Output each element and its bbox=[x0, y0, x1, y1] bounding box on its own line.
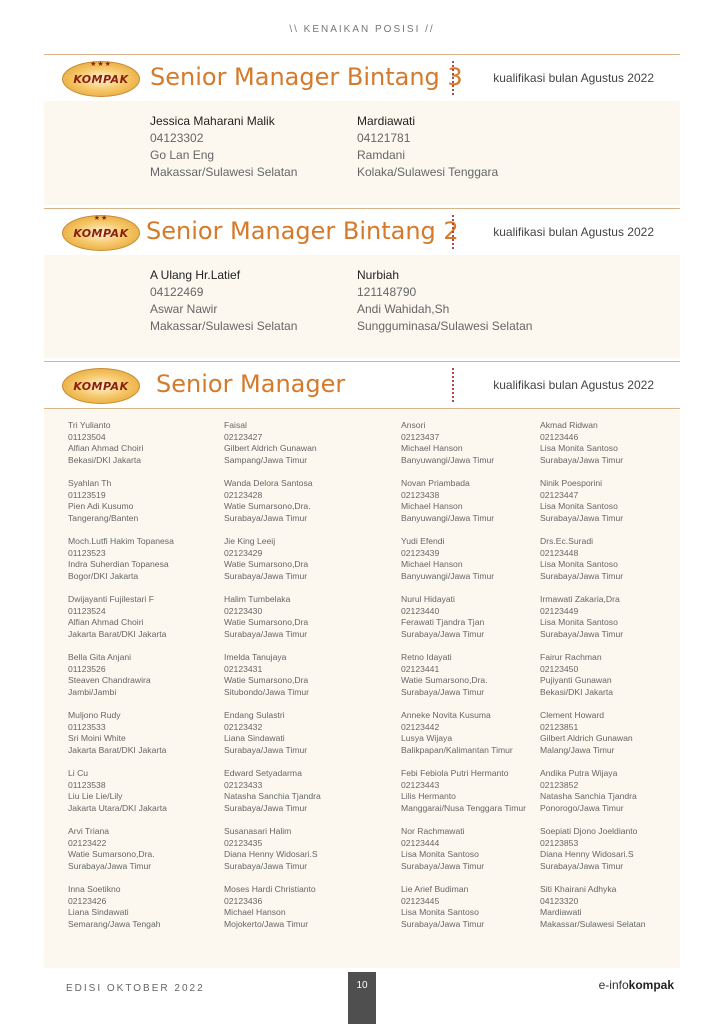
member-name: Jessica Maharani Malik bbox=[150, 114, 275, 128]
member-city: Surabaya/Jawa Timur bbox=[401, 628, 485, 639]
band-sm bbox=[44, 361, 680, 409]
member-id: 02123432 bbox=[224, 721, 263, 732]
member-entry bbox=[540, 710, 710, 756]
edition-label: EDISI OKTOBER 2022 bbox=[66, 983, 205, 994]
member-id: 04121781 bbox=[357, 131, 411, 145]
member-name: Fairur Rachman bbox=[540, 652, 602, 662]
member-sponsor: Lilis Hermanto bbox=[401, 791, 456, 801]
member-entry bbox=[224, 478, 394, 524]
member-name: Mardiawati bbox=[357, 114, 416, 128]
member-city: Surabaya/Jawa Timur bbox=[68, 860, 152, 871]
member-city: Jakarta Utara/DKI Jakarta bbox=[68, 802, 167, 813]
member-name: Muljono Rudy bbox=[68, 710, 121, 720]
section-title: Senior Manager Bintang 3 bbox=[150, 63, 463, 91]
member-name: Clement Howard bbox=[540, 710, 604, 720]
member-entry bbox=[224, 710, 394, 756]
member-city: Surabaya/Jawa Timur bbox=[401, 918, 485, 929]
member-city: Tangerang/Banten bbox=[68, 512, 139, 523]
member-entry bbox=[540, 884, 710, 930]
member-sponsor: Liu Lie Lie/Lily bbox=[68, 791, 123, 801]
member-name: Endang Sulastri bbox=[224, 710, 285, 720]
divider bbox=[452, 215, 454, 249]
member-sponsor: Lisa Monita Santoso bbox=[540, 617, 618, 627]
member-city: Jambi/Jambi bbox=[68, 686, 117, 697]
member-city: Banyuwangi/Jawa Timur bbox=[401, 512, 495, 523]
member-sponsor: Gilbert Aldrich Gunawan bbox=[540, 733, 633, 743]
member-city: Situbondo/Jawa Timur bbox=[224, 686, 310, 697]
member-entry bbox=[540, 478, 710, 524]
member-sponsor: Watie Sumarsono,Dra. bbox=[224, 501, 311, 511]
member-name: Soepiati Djono Joeldianto bbox=[540, 826, 638, 836]
member-id: 01123538 bbox=[68, 779, 106, 790]
member-entry bbox=[68, 884, 238, 930]
member-id: 02123438 bbox=[401, 489, 440, 500]
member-sponsor: Gilbert Aldrich Gunawan bbox=[224, 443, 317, 453]
member-id: 02123430 bbox=[224, 605, 263, 616]
member-sponsor: Liana Sindawati bbox=[68, 907, 129, 917]
member-name: Bella Gita Anjani bbox=[68, 652, 132, 662]
member-id: 01123533 bbox=[68, 721, 106, 732]
member-id: 01123526 bbox=[68, 663, 106, 674]
member-sponsor: Ramdani bbox=[357, 148, 406, 162]
member-id: 02123422 bbox=[68, 837, 107, 848]
member-city: Surabaya/Jawa Timur bbox=[224, 512, 308, 523]
member-id: 01123524 bbox=[68, 605, 106, 616]
qualification-label: kualifikasi bulan Agustus 2022 bbox=[493, 378, 654, 392]
member-sponsor: Watie Sumarsono,Dra. bbox=[68, 849, 155, 859]
member-id: 02123443 bbox=[401, 779, 440, 790]
member-city: Makassar/Sulawesi Selatan bbox=[540, 918, 646, 929]
member-name: Arvi Triana bbox=[68, 826, 110, 836]
member-name: Ansori bbox=[401, 420, 426, 430]
member-name: A Ulang Hr.Latief bbox=[150, 268, 241, 282]
member-id: 01123523 bbox=[68, 547, 106, 558]
member-sponsor: Ferawati Tjandra Tjan bbox=[401, 617, 485, 627]
brand-prefix: e-info bbox=[598, 978, 629, 992]
member-entry bbox=[540, 652, 710, 698]
member-city: Semarang/Jawa Tengah bbox=[68, 918, 161, 929]
member-name: Ninik Poesporini bbox=[540, 478, 603, 488]
member-city: Bekasi/DKI Jakarta bbox=[68, 454, 142, 465]
member-name: Susanasari Halim bbox=[224, 826, 292, 836]
member-city: Banyuwangi/Jawa Timur bbox=[401, 454, 495, 465]
member-id: 01123519 bbox=[68, 489, 106, 500]
member-entry bbox=[357, 113, 498, 181]
member-entry bbox=[540, 536, 710, 582]
member-name: Irmawati Zakaria,Dra bbox=[540, 594, 620, 604]
member-sponsor: Lisa Monita Santoso bbox=[540, 443, 618, 453]
member-id: 02123442 bbox=[401, 721, 440, 732]
member-city: Mojokerto/Jawa Timur bbox=[224, 918, 309, 929]
member-name: Li Cu bbox=[68, 768, 89, 778]
member-sponsor: Mardiawati bbox=[540, 907, 582, 917]
member-city: Banyuwangi/Jawa Timur bbox=[401, 570, 495, 581]
member-entry bbox=[150, 267, 297, 335]
member-sponsor: Watie Sumarsono,Dra bbox=[224, 559, 309, 569]
member-id: 02123445 bbox=[401, 895, 440, 906]
member-id: 02123444 bbox=[401, 837, 440, 848]
member-name: Yudi Efendi bbox=[401, 536, 445, 546]
member-sponsor: Alfian Ahmad Choiri bbox=[68, 617, 144, 627]
member-id: 02123431 bbox=[224, 663, 263, 674]
member-name: Nurul Hidayati bbox=[401, 594, 455, 604]
member-entry bbox=[68, 652, 238, 698]
member-city: Manggarai/Nusa Tenggara Timur bbox=[401, 802, 526, 813]
member-entry bbox=[224, 652, 394, 698]
member-sponsor: Lisa Monita Santoso bbox=[540, 501, 618, 511]
member-id: 02123439 bbox=[401, 547, 440, 558]
member-sponsor: Natasha Sanchia Tjandra bbox=[540, 791, 637, 801]
member-entry bbox=[68, 826, 238, 872]
member-name: Jie King Leeij bbox=[224, 536, 276, 546]
member-name: Lie Arief Budiman bbox=[401, 884, 469, 894]
member-name: Moses Hardi Christianto bbox=[224, 884, 316, 894]
member-id: 02123449 bbox=[540, 605, 579, 616]
member-id: 02123427 bbox=[224, 431, 263, 442]
member-city: Surabaya/Jawa Timur bbox=[540, 860, 624, 871]
member-name: Siti Khairani Adhyka bbox=[540, 884, 617, 894]
member-city: Surabaya/Jawa Timur bbox=[540, 512, 624, 523]
member-entry bbox=[68, 478, 238, 524]
member-entry bbox=[224, 826, 394, 872]
band-smb2 bbox=[44, 208, 680, 256]
member-id: 02123446 bbox=[540, 431, 579, 442]
member-entry bbox=[68, 536, 238, 582]
member-city: Ponorogo/Jawa Timur bbox=[540, 802, 624, 813]
member-name: Faisal bbox=[224, 420, 247, 430]
star-icon: ★★★ bbox=[90, 61, 112, 68]
member-name: Halim Tumbelaka bbox=[224, 594, 291, 604]
member-id: 02123448 bbox=[540, 547, 579, 558]
member-sponsor: Liana Sindawati bbox=[224, 733, 285, 743]
member-city: Bekasi/DKI Jakarta bbox=[540, 686, 614, 697]
section-title: Senior Manager Bintang 2 bbox=[146, 217, 459, 245]
member-entry bbox=[224, 594, 394, 640]
member-entry bbox=[540, 594, 710, 640]
star-icon: ★★ bbox=[93, 215, 109, 222]
brand-wordmark bbox=[599, 978, 674, 992]
member-sponsor: Michael Hanson bbox=[224, 907, 286, 917]
member-entry bbox=[540, 768, 710, 814]
member-id: 01123504 bbox=[68, 431, 106, 442]
member-name: Dwijayanti Fujilestari F bbox=[68, 594, 154, 604]
member-id: 02123853 bbox=[540, 837, 579, 848]
panel-smb3 bbox=[44, 101, 680, 205]
member-city: Kolaka/Sulawesi Tenggara bbox=[357, 165, 499, 179]
member-entry bbox=[224, 768, 394, 814]
member-city: Surabaya/Jawa Timur bbox=[401, 686, 485, 697]
member-id: 121148790 bbox=[357, 285, 417, 299]
member-city: Surabaya/Jawa Timur bbox=[401, 860, 485, 871]
logo-text: KOMPAK bbox=[73, 226, 129, 240]
member-name: Inna Soetikno bbox=[68, 884, 121, 894]
logo-text: KOMPAK bbox=[73, 379, 129, 393]
member-id: 04123320 bbox=[540, 895, 579, 906]
section-header: \\ KENAIKAN POSISI // bbox=[289, 24, 435, 35]
member-sponsor: Pujiyanti Gunawan bbox=[540, 675, 612, 685]
member-name: Imelda Tanujaya bbox=[224, 652, 287, 662]
kompak-logo bbox=[62, 368, 140, 404]
member-sponsor: Michael Hanson bbox=[401, 559, 463, 569]
member-entry bbox=[540, 826, 710, 872]
member-entry bbox=[68, 710, 238, 756]
qualification-label: kualifikasi bulan Agustus 2022 bbox=[493, 71, 654, 85]
kompak-logo bbox=[62, 215, 140, 251]
member-id: 02123429 bbox=[224, 547, 263, 558]
panel-sm bbox=[44, 410, 680, 968]
member-sponsor: Lisa Monita Santoso bbox=[540, 559, 618, 569]
member-name: Drs.Ec.Suradi bbox=[540, 536, 594, 546]
member-name: Moch.Lutfi Hakim Topanesa bbox=[68, 536, 174, 546]
member-name: Anneke Novita Kusuma bbox=[401, 710, 491, 720]
member-name: Nor Rachmawati bbox=[401, 826, 465, 836]
member-name: Nurbiah bbox=[357, 268, 400, 282]
member-entry bbox=[224, 536, 394, 582]
member-id: 02123435 bbox=[224, 837, 263, 848]
qualification-label: kualifikasi bulan Agustus 2022 bbox=[493, 225, 654, 239]
member-sponsor: Steaven Chandrawira bbox=[68, 675, 151, 685]
member-city: Surabaya/Jawa Timur bbox=[540, 570, 624, 581]
member-sponsor: Lisa Monita Santoso bbox=[401, 849, 479, 859]
member-sponsor: Watie Sumarsono,Dra. bbox=[401, 675, 488, 685]
member-entry bbox=[224, 420, 394, 466]
member-city: Surabaya/Jawa Timur bbox=[224, 570, 308, 581]
member-city: Surabaya/Jawa Timur bbox=[224, 744, 308, 755]
member-sponsor: Pien Adi Kusumo bbox=[68, 501, 134, 511]
member-name: Akmad Ridwan bbox=[540, 420, 598, 430]
kompak-logo bbox=[62, 61, 140, 97]
member-id: 02123450 bbox=[540, 663, 579, 674]
member-city: Jakarta Barat/DKI Jakarta bbox=[68, 744, 167, 755]
member-name: Andika Putra Wijaya bbox=[540, 768, 618, 778]
member-id: 02123428 bbox=[224, 489, 263, 500]
member-city: Surabaya/Jawa Timur bbox=[540, 454, 624, 465]
member-id: 04122469 bbox=[150, 285, 204, 299]
member-sponsor: Michael Hanson bbox=[401, 443, 463, 453]
member-city: Makassar/Sulawesi Selatan bbox=[150, 319, 298, 333]
member-name: Retno Idayati bbox=[401, 652, 452, 662]
member-name: Edward Setyadarma bbox=[224, 768, 302, 778]
member-entry bbox=[68, 420, 238, 466]
member-id: 04123302 bbox=[150, 131, 204, 145]
divider bbox=[452, 61, 454, 95]
panel-smb2 bbox=[44, 255, 680, 358]
member-name: Febi Febiola Putri Hermanto bbox=[401, 768, 509, 778]
member-city: Surabaya/Jawa Timur bbox=[224, 802, 308, 813]
member-id: 02123426 bbox=[68, 895, 107, 906]
member-id: 02123437 bbox=[401, 431, 440, 442]
member-id: 02123436 bbox=[224, 895, 263, 906]
member-sponsor: Watie Sumarsono,Dra bbox=[224, 675, 309, 685]
member-city: Sampang/Jawa Timur bbox=[224, 454, 308, 465]
member-id: 02123440 bbox=[401, 605, 440, 616]
member-name: Syahlan Th bbox=[68, 478, 112, 488]
member-entry bbox=[224, 884, 394, 930]
member-city: Makassar/Sulawesi Selatan bbox=[150, 165, 298, 179]
member-sponsor: Diana Henny Widosari.S bbox=[224, 849, 318, 859]
member-entry bbox=[357, 267, 532, 335]
member-sponsor: Sri Moini White bbox=[68, 733, 126, 743]
member-sponsor: Andi Wahidah,Sh bbox=[357, 302, 450, 316]
member-city: Bogor/DKI Jakarta bbox=[68, 570, 139, 581]
member-sponsor: Indra Suherdian Topanesa bbox=[68, 559, 169, 569]
member-sponsor: Lusya Wijaya bbox=[401, 733, 453, 743]
member-id: 02123441 bbox=[401, 663, 440, 674]
member-entry bbox=[150, 113, 297, 181]
member-sponsor: Natasha Sanchia Tjandra bbox=[224, 791, 321, 801]
member-sponsor: Alfian Ahmad Choiri bbox=[68, 443, 144, 453]
band-smb3 bbox=[44, 54, 680, 102]
member-sponsor: Aswar Nawir bbox=[150, 302, 218, 316]
section-title: Senior Manager bbox=[156, 370, 346, 398]
member-id: 02123447 bbox=[540, 489, 579, 500]
member-id: 02123433 bbox=[224, 779, 263, 790]
member-sponsor: Go Lan Eng bbox=[150, 148, 215, 162]
member-city: Balikpapan/Kalimantan Timur bbox=[401, 744, 513, 755]
member-id: 02123851 bbox=[540, 721, 579, 732]
member-id: 02123852 bbox=[540, 779, 579, 790]
member-entry bbox=[68, 594, 238, 640]
member-entry bbox=[540, 420, 710, 466]
member-name: Wanda Delora Santosa bbox=[224, 478, 313, 488]
member-name: Tri Yulianto bbox=[68, 420, 111, 430]
member-city: Surabaya/Jawa Timur bbox=[224, 860, 308, 871]
member-city: Surabaya/Jawa Timur bbox=[540, 628, 624, 639]
member-city: Sungguminasa/Sulawesi Selatan bbox=[357, 319, 533, 333]
member-sponsor: Diana Henny Widosari.S bbox=[540, 849, 634, 859]
logo-text: KOMPAK bbox=[73, 72, 129, 86]
member-sponsor: Michael Hanson bbox=[401, 501, 463, 511]
brand-bold: kompak bbox=[628, 978, 674, 992]
page-number: 10 bbox=[348, 972, 376, 1024]
member-city: Surabaya/Jawa Timur bbox=[224, 628, 308, 639]
divider bbox=[452, 368, 454, 402]
member-sponsor: Watie Sumarsono,Dra bbox=[224, 617, 309, 627]
member-city: Jakarta Barat/DKI Jakarta bbox=[68, 628, 167, 639]
member-entry bbox=[68, 768, 238, 814]
member-sponsor: Lisa Monita Santoso bbox=[401, 907, 479, 917]
member-city: Malang/Jawa Timur bbox=[540, 744, 615, 755]
member-name: Novan Priambada bbox=[401, 478, 470, 488]
